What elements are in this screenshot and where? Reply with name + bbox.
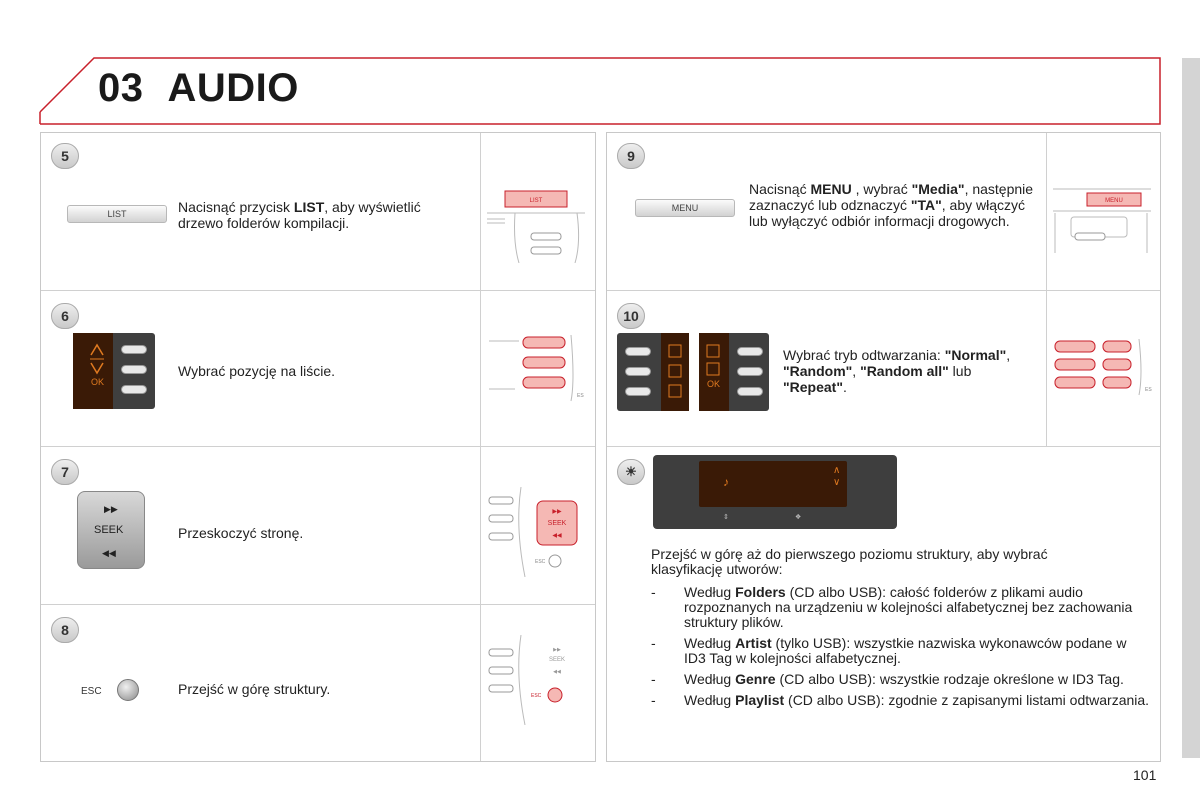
step-number-badge: 7 [51,459,79,485]
chapter-number: 03 [98,66,144,110]
step-8 [41,605,595,761]
step-description: Przeskoczyć stronę. [178,525,304,541]
dash-esc-label: ESC [531,693,542,699]
step-description: Przejść w górę struktury. [178,681,331,697]
step-number-badge: 6 [51,303,79,329]
step-description: Nacisnąć przycisk LIST, aby wyświetlić drzewo folderów kompilacji. [178,199,421,231]
chapter-title [98,66,299,111]
chapter-name: AUDIO [167,66,299,110]
fast-forward-icon: ▶▶ [104,504,118,514]
step-6 [41,291,595,447]
step-description: Wybrać pozycję na liście. [178,363,336,379]
step-description: Nacisnąć MENU , wybrać "Media", następnie zaznaczyć lub odznaczyć "TA", aby włączyć lub wyłączyć odbiór informacji drogowych. [749,181,1034,229]
esc-button-icon [117,679,139,701]
seek-button-image [77,491,145,569]
side-tab [1182,58,1200,758]
step-number-badge: 5 [51,143,79,169]
dash-seek-label: SEEK [548,657,566,663]
dashboard-esc-illustration [485,635,591,725]
step-number-badge: 9 [617,143,645,169]
svg-text:◀◀: ◀◀ [552,533,562,539]
tip-block [607,447,1160,761]
classification-list [651,585,1151,714]
usb-icon: ⇕ [723,514,729,521]
dashboard-menu-illustration [1051,183,1157,263]
list-item: - Według Folders (CD albo USB): całość folderów z plikami audio rozpoznanych na urządzeniu w kolejności alfabetycznej bez zachowania struktury plików. [651,584,1133,630]
svg-text:◀◀: ◀◀ [553,669,561,675]
dashboard-keys-illustration [485,331,591,411]
nav-keys-image [73,333,155,409]
dash-esc-label: ESC [535,559,546,565]
left-panel [40,132,596,762]
bluetooth-icon: ❖ [795,514,802,521]
step-7 [41,447,595,605]
right-panel [606,132,1161,762]
step-10 [607,291,1160,447]
menu-button-image [635,199,735,217]
esc-label: ESC [81,686,102,697]
dashboard-mode-illustration [1051,335,1157,415]
ok-label: OK [707,379,721,389]
dash-seek-label: SEEK [547,520,567,527]
list-item: - Według Artist (tylko USB): wszystkie nazwiska wykonawców podane w ID3 Tag w kolejności alfabetycznej. [651,635,1127,666]
menu-button-label: MENU [671,203,699,213]
svg-text:▶▶: ▶▶ [552,509,562,515]
list-item: - Według Playlist (CD albo USB): zgodnie z zapisanymi listami odtwarzania. [651,692,1150,708]
list-item: - Według Genre (CD albo USB): wszystkie rodzaje określone w ID3 Tag. [651,671,1124,687]
list-button-image [67,205,167,223]
up-down-arrows-icon: ∧ ∨ [833,465,841,488]
tip-intro: Przejść w górę aż do pierwszego poziomu struktury, aby wybrać klasyfikację utworów: [651,546,1048,577]
sun-tip-icon: ☀ [617,459,645,485]
dashboard-seek-illustration [485,487,591,577]
seek-label: SEEK [94,524,124,536]
music-note-icon: ♪ [723,475,729,489]
dash-menu-label: MENU [1105,198,1123,204]
mode-keys-image-left [617,333,689,411]
step-number-badge: 8 [51,617,79,643]
dash-list-label: LIST [529,198,543,204]
step-description: Wybrać tryb odtwarzania: "Normal", "Random", "Random all" lub "Repeat". [783,347,1011,395]
dashboard-list-illustration [485,183,591,263]
step-5 [41,133,595,291]
radio-display-image [653,455,897,529]
step-number-badge: 10 [617,303,645,329]
svg-text:ES: ES [577,393,584,399]
svg-text:ES: ES [1145,387,1152,393]
rewind-icon: ◀◀ [102,548,116,558]
svg-text:▶▶: ▶▶ [553,647,561,653]
ok-label: OK [91,377,105,387]
page-number: 101 [1133,767,1157,783]
mode-keys-image-right [699,333,769,411]
step-9 [607,133,1160,291]
list-button-label: LIST [107,209,127,219]
